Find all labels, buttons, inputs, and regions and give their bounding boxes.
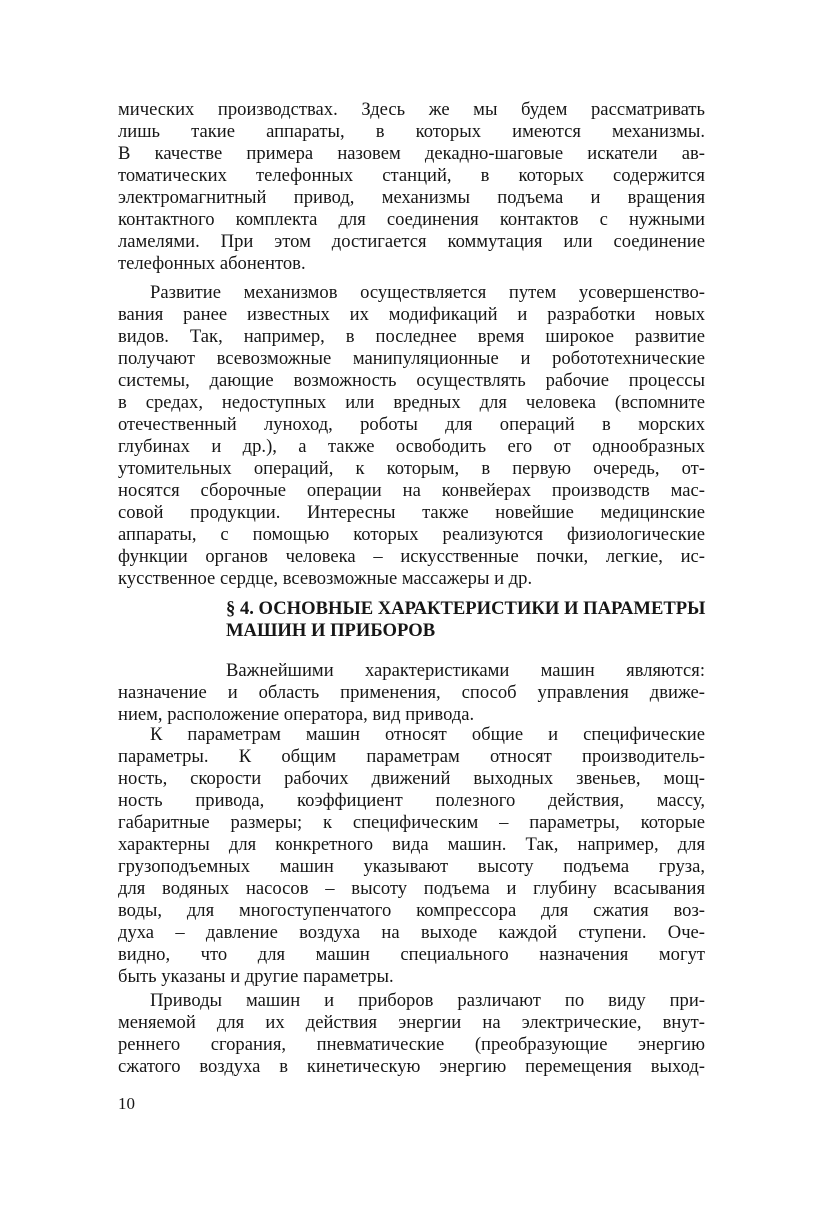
text-line: В качестве примера назовем декадно-шаговые искатели ав- — [118, 143, 705, 164]
text-line: контактного комплекта для соединения контактов с нужными — [118, 209, 705, 230]
text-line: глубинах и др.), а также освободить его от однообразных — [118, 436, 705, 457]
heading-line: МАШИН И ПРИБОРОВ — [226, 620, 436, 641]
text-line: К параметрам машин относят общие и специфические — [150, 724, 705, 745]
text-line: меняемой для их действия энергии на электрические, внут- — [118, 1012, 705, 1033]
text-line: быть указаны и другие параметры. — [118, 966, 394, 987]
text-line: лишь такие аппараты, в которых имеются механизмы. — [118, 121, 705, 142]
text-line: совой продукции. Интересны также новейшие медицинские — [118, 502, 705, 523]
text-line: для водяных насосов – высоту подъема и глубину всасывания — [118, 878, 705, 899]
text-line: отечественный луноход, роботы для операций в морских — [118, 414, 705, 435]
heading-line: § 4. ОСНОВНЫЕ ХАРАКТЕРИСТИКИ И ПАРАМЕТРЫ — [226, 598, 706, 619]
section-heading — [226, 598, 706, 642]
paragraph-continuation — [118, 99, 705, 275]
text-line: характерны для конкретного вида машин. Так, например, для — [118, 834, 705, 855]
text-line: вания ранее известных их модификаций и разработки новых — [118, 304, 705, 325]
text-line: воды, для многоступенчатого компрессора для сжатия воз- — [118, 900, 705, 921]
text-line: электромагнитный привод, механизмы подъема и вращения — [118, 187, 705, 208]
text-line: системы, дающие возможность осуществлять рабочие процессы — [118, 370, 705, 391]
text-line: получают всевозможные манипуляционные и робототехнические — [118, 348, 705, 369]
text-line: в средах, недоступных или вредных для человека (вспомните — [118, 392, 705, 413]
text-line: мических производствах. Здесь же мы будем рассматривать — [118, 99, 705, 120]
text-line: кусственное сердце, всевозможные массажеры и др. — [118, 568, 533, 589]
page-number: 10 — [118, 1094, 135, 1113]
text-line: Важнейшими характеристиками машин являются: — [226, 660, 705, 681]
text-line: духа – давление воздуха на выходе каждой ступени. Оче- — [118, 922, 705, 943]
text-line: томатических телефонных станций, в которых содержится — [118, 165, 705, 186]
text-line: видов. Так, например, в последнее время широкое развитие — [118, 326, 705, 347]
text-line: назначение и область применения, способ управления движе- — [118, 682, 705, 703]
text-line: носятся сборочные операции на конвейерах производств мас- — [118, 480, 705, 501]
text-line: аппараты, с помощью которых реализуются физиологические — [118, 524, 705, 545]
text-line: нием, расположение оператора, вид привода. — [118, 704, 475, 725]
text-line: функции органов человека – искусственные почки, легкие, ис- — [118, 546, 705, 567]
text-line: реннего сгорания, пневматические (преобразующие энергию — [118, 1034, 705, 1055]
text-line: Приводы машин и приборов различают по виду при- — [150, 990, 705, 1011]
text-line: грузоподъемных машин указывают высоту подъема груза, — [118, 856, 705, 877]
text-line: сжатого воздуха в кинетическую энергию перемещения выход- — [118, 1056, 705, 1077]
paragraph-mechanism-development — [118, 282, 705, 590]
paragraph-parameters — [118, 724, 705, 988]
paragraph-characteristics — [118, 660, 705, 726]
paragraph-drives — [118, 990, 705, 1078]
text-line: видно, что для машин специального назначения могут — [118, 944, 705, 965]
text-line: ламелями. При этом достигается коммутация или соединение — [118, 231, 705, 252]
text-line: ность привода, коэффициент полезного действия, массу, — [118, 790, 705, 811]
text-line: габаритные размеры; к специфическим – параметры, которые — [118, 812, 705, 833]
text-line: телефонных абонентов. — [118, 253, 306, 274]
text-line: параметры. К общим параметрам относят производитель- — [118, 746, 705, 767]
text-line: утомительных операций, к которым, в первую очередь, от- — [118, 458, 705, 479]
text-line: ность, скорости рабочих движений выходных звеньев, мощ- — [118, 768, 705, 789]
text-line: Развитие механизмов осуществляется путем усовершенство- — [150, 282, 705, 303]
